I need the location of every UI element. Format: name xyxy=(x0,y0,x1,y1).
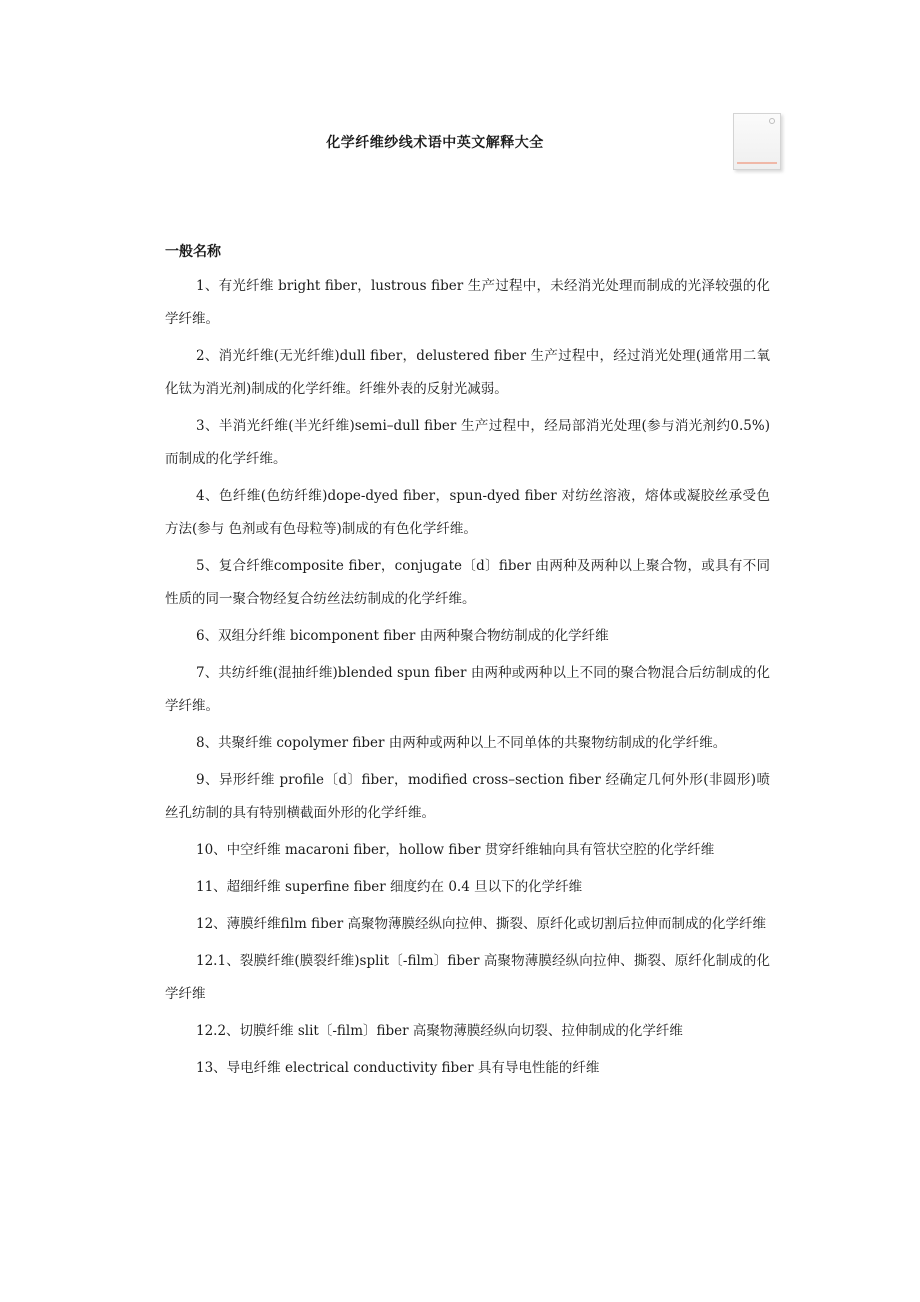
list-item: 1、有光纤维 bright fiber，lustrous fiber 生产过程中，未经消光处理而制成的光泽较强的化学纤维。 xyxy=(165,278,770,327)
page-thumbnail[interactable] xyxy=(733,113,781,170)
list-item: 12.2、切膜纤维 slit〔-film〕fiber 高聚物薄膜经纵向切裂、拉伸制成的化学纤维 xyxy=(196,1023,683,1039)
list-item: 2、消光纤维(无光纤维)dull fiber，delustered fiber 生产过程中，经过消光处理(通常用二氧化钛为消光剂)制成的化学纤维。纤维外表的反射光减弱。 xyxy=(165,348,770,397)
list-item: 5、复合纤维composite fiber，conjugate〔d〕fiber 由两种及两种以上聚合物，或具有不同性质的同一聚合物经复合纺丝法纺制成的化学纤维。 xyxy=(165,558,770,607)
list-item: 12、薄膜纤维film fiber 高聚物薄膜经纵向拉伸、撕裂、原纤化或切割后拉伸而制成的化学纤维 xyxy=(196,916,766,932)
list-item: 7、共纺纤维(混抽纤维)blended spun fiber 由两种或两种以上不同的聚合物混合后纺制成的化学纤维。 xyxy=(165,665,770,714)
section-heading: 一般名称 xyxy=(165,244,221,260)
list-item: 12.1、裂膜纤维(膜裂纤维)split〔-film〕fiber 高聚物薄膜经纵向拉伸、撕裂、原纤化制成的化学纤维 xyxy=(165,953,770,1002)
list-item: 6、双组分纤维 bicomponent fiber 由两种聚合物纺制成的化学纤维 xyxy=(196,628,609,644)
list-item: 10、中空纤维 macaroni fiber，hollow fiber 贯穿纤维轴向具有管状空腔的化学纤维 xyxy=(196,842,715,858)
thumbnail-strip xyxy=(737,162,777,164)
list-item: 9、异形纤维 profile〔d〕fiber，modified cross–section fiber 经确定几何外形(非圆形)喷丝孔纺制的具有特别横截面外形的化学纤维。 xyxy=(165,772,770,821)
list-item: 13、导电纤维 electrical conductivity fiber 具有导电性能的纤维 xyxy=(196,1060,600,1076)
entries-list xyxy=(165,270,770,1089)
list-item: 3、半消光纤维(半光纤维)semi–dull fiber 生产过程中，经局部消光处理(参与消光剂约0.5%)而制成的化学纤维。 xyxy=(165,418,770,467)
document-title: 化学纤维纱线术语中英文解释大全 xyxy=(326,135,544,151)
list-item: 8、共聚纤维 copolymer fiber 由两种或两种以上不同单体的共聚物纺制成的化学纤维。 xyxy=(196,735,727,751)
list-item: 11、超细纤维 superfine fiber 细度约在 0.4 旦以下的化学纤维 xyxy=(196,879,583,895)
list-item: 4、色纤维(色纺纤维)dope-dyed fiber，spun-dyed fiber 对纺丝溶液，熔体或凝胶丝承受色方法(参与 色剂或有色母粒等)制成的有色化学纤维。 xyxy=(165,488,770,537)
thumbnail-pin-icon xyxy=(769,118,775,124)
